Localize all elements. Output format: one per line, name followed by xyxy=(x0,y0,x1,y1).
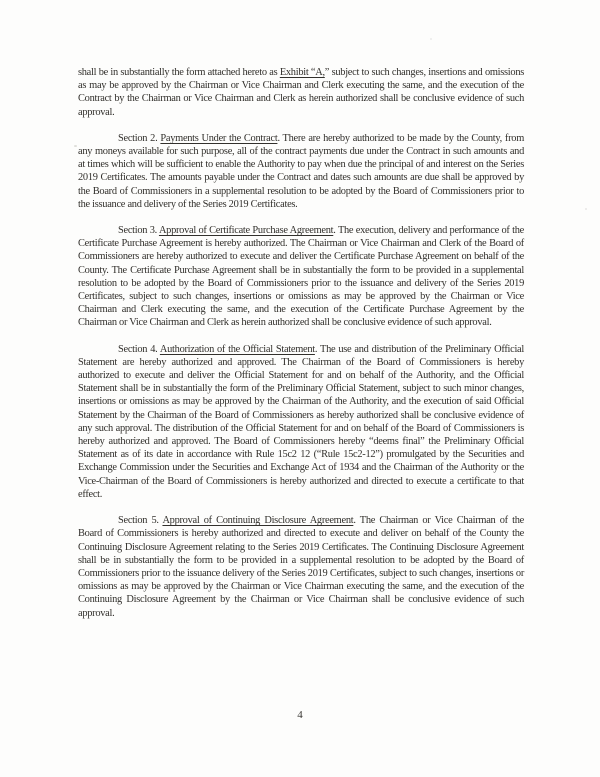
section-3-label: Section 3. xyxy=(118,225,159,237)
section-3-paragraph xyxy=(78,224,524,330)
scan-artifact xyxy=(585,208,587,210)
exhibit-a-reference: Exhibit “A, xyxy=(279,67,325,78)
intro-paragraph xyxy=(78,66,524,119)
section-4-heading: Authorization of the Official Statement xyxy=(159,343,315,355)
section-3-body: . The execution, delivery and performance of the Certificate Purchase Agreement is hereby authorized. The Chairman or Vice Chairman and Clerk of the Board of Commissioners are hereby authorized to execute and deliver the Certificate Purchase Agreement on behalf of the County. The Certificate Purchase Agreement shall be in substantially the form to be provided in a supplemental resolution to be adopted by the Board of Commissioners prior to the issuance and delivery of the Series 2019 Certificates, subject to such changes, insertions or omissions as may be approved by the Chairman or Vice Chairman and Clerk executing the same, and the execution of the Certificate Purchase Agreement by the Chairman or Vice Chairman and Clerk as herein authorized shall be conclusive evidence of such approval. xyxy=(78,225,524,329)
section-2-label: Section 2. xyxy=(118,132,161,144)
section-5-heading: Approval of Continuing Disclosure Agreement xyxy=(162,515,354,527)
section-3-heading: Approval of Certificate Purchase Agreement xyxy=(158,225,334,237)
document-body xyxy=(78,66,524,633)
section-4-paragraph xyxy=(78,343,524,501)
section-5-paragraph xyxy=(78,514,524,620)
scan-artifact xyxy=(430,38,432,40)
intro-text-after: ” subject to such changes, insertions and omissions as may be approved by the Chairman or Vice Chairman and Clerk executing the same, and the execution of the Contract by the Chairman or Vice Chairman and Clerk as herein authorized shall be conclusive evidence of such approval. xyxy=(78,67,524,118)
page-number: 4 xyxy=(297,709,303,721)
section-2-paragraph xyxy=(78,132,524,211)
scan-artifact xyxy=(74,145,77,147)
section-2-heading: Payments Under the Contract xyxy=(160,132,278,144)
intro-text-before: shall be in substantially the form attached hereto as xyxy=(78,67,280,78)
section-5-body: . The Chairman or Vice Chairman of the Board of Commissioners is hereby authorized and directed to execute and deliver on behalf of the County the Continuing Disclosure Agreement relating to the Series 2019 Certificates. The Continuing Disclosure Agreement shall be in substantially the form to be provided in a supplemental resolution to be adopted by the Board of Commissioners prior to the issuance delivery of the Series 2019 Certificates, subject to such changes, insertions or omissions as may be approved by the Chairman or Vice Chairman executing the same, and the execution of the Continuing Disclosure Agreement by the Chairman or Vice Chairman shall be conclusive evidence of such approval. xyxy=(78,515,524,619)
section-5-label: Section 5. xyxy=(118,515,163,527)
section-2-body: . There are hereby authorized to be made by the County, from any moneys available for such purpose, all of the contract payments due under the Contract in such amounts and at times which will be sufficient to enable the Authority to pay when due the principal of and interest on the Series 2019 Certificates. The amounts payable under the Contract and dates such amounts are due shall be approved by the Board of Commissioners in a supplemental resolution to be adopted by the Board of Commissioners prior to the issuance and delivery of the Series 2019 Certificates. xyxy=(78,132,525,210)
section-4-body: . The use and distribution of the Preliminary Official Statement are hereby authorized and approved. The Chairman of the Board of Commissioners is hereby authorized to execute and deliver the Official Statement for and on behalf of the Authority, and the Official Statement shall be in substantially the form of the Preliminary Official Statement, subject to such minor changes, insertions or omissions as may be approved by the Chairman of the Authority, and the execution of said Official Statement by the Chairman of the Board of Commissioners as hereby authorized shall be conclusive evidence of any such approval. The distribution of the Official Statement for and on behalf of the Board of Commissioners is hereby authorized and approved. The Board of Commissioners hereby “deems final” the Preliminary Official Statement as of its date in accordance with Rule 15c2 12 (“Rule 15c2-12”) promulgated by the Securities and Exchange Commission under the Securities and Exchange Act of 1934 and the Chairman of the Authority or the Vice-Chairman of the Board of Commissioners is hereby authorized and directed to execute a certificate to that effect. xyxy=(78,343,524,500)
section-4-label: Section 4. xyxy=(118,343,160,355)
